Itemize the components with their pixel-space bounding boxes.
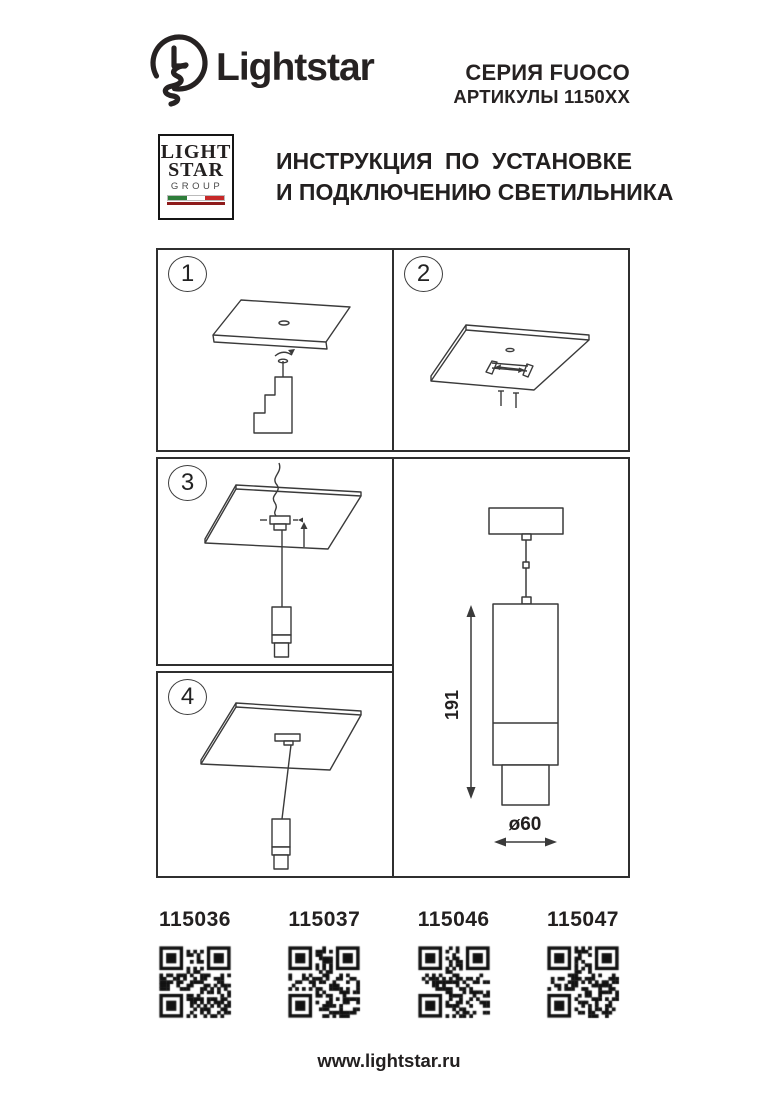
articles-range-label: АРТИКУЛЫ 1150XX (453, 86, 630, 107)
group-logo-group: GROUP (170, 181, 224, 192)
brand-wordmark: Lightstar (216, 46, 374, 89)
instruction-title-line2: И ПОДКЛЮЧЕНИЮ СВЕТИЛЬНИКА (276, 179, 674, 205)
height-dimension-label: 191 (442, 689, 462, 721)
articles-row (142, 908, 636, 1021)
instruction-title-line1: ИНСТРУКЦИЯ ПО УСТАНОВКЕ (276, 148, 632, 174)
pendant-dimension-drawing (394, 459, 628, 876)
lightstar-group-logo (158, 134, 234, 220)
series-block (453, 60, 630, 108)
dimensions-panel (392, 457, 630, 878)
step-number: 2 (416, 260, 431, 287)
qr-code (156, 943, 234, 1021)
step-panel-3 (156, 457, 394, 666)
article-code: 115047 (547, 908, 619, 931)
step-panel-2 (392, 248, 630, 452)
step-panel-1 (156, 248, 394, 452)
series-label: СЕРИЯ FUOCO (465, 60, 630, 85)
article-code: 115036 (159, 908, 231, 931)
instruction-title (276, 146, 674, 208)
group-logo-star: STAR (168, 159, 224, 181)
website-url: www.lightstar.ru (317, 1050, 461, 1071)
qr-code (285, 943, 363, 1021)
step-number: 1 (180, 260, 195, 287)
diameter-dimension-label: ø60 (508, 814, 542, 835)
article-code: 115046 (417, 908, 490, 931)
step-number-badge (168, 679, 207, 715)
article-code: 115037 (288, 908, 361, 931)
step-number-badge (168, 256, 207, 292)
group-logo-light: LIGHT (160, 141, 232, 163)
step-panel-4 (156, 671, 394, 878)
step-number: 4 (180, 683, 195, 710)
qr-code (544, 943, 622, 1021)
step-number-badge (404, 256, 443, 292)
qr-code (415, 943, 493, 1021)
article-item (142, 908, 248, 1021)
step-number: 3 (180, 469, 195, 496)
article-item (271, 908, 377, 1021)
article-item (401, 908, 507, 1021)
article-item (530, 908, 636, 1021)
step-number-badge (168, 465, 207, 501)
lightstar-bulb-logo-icon (146, 28, 212, 120)
italian-flag-icon (167, 195, 225, 205)
